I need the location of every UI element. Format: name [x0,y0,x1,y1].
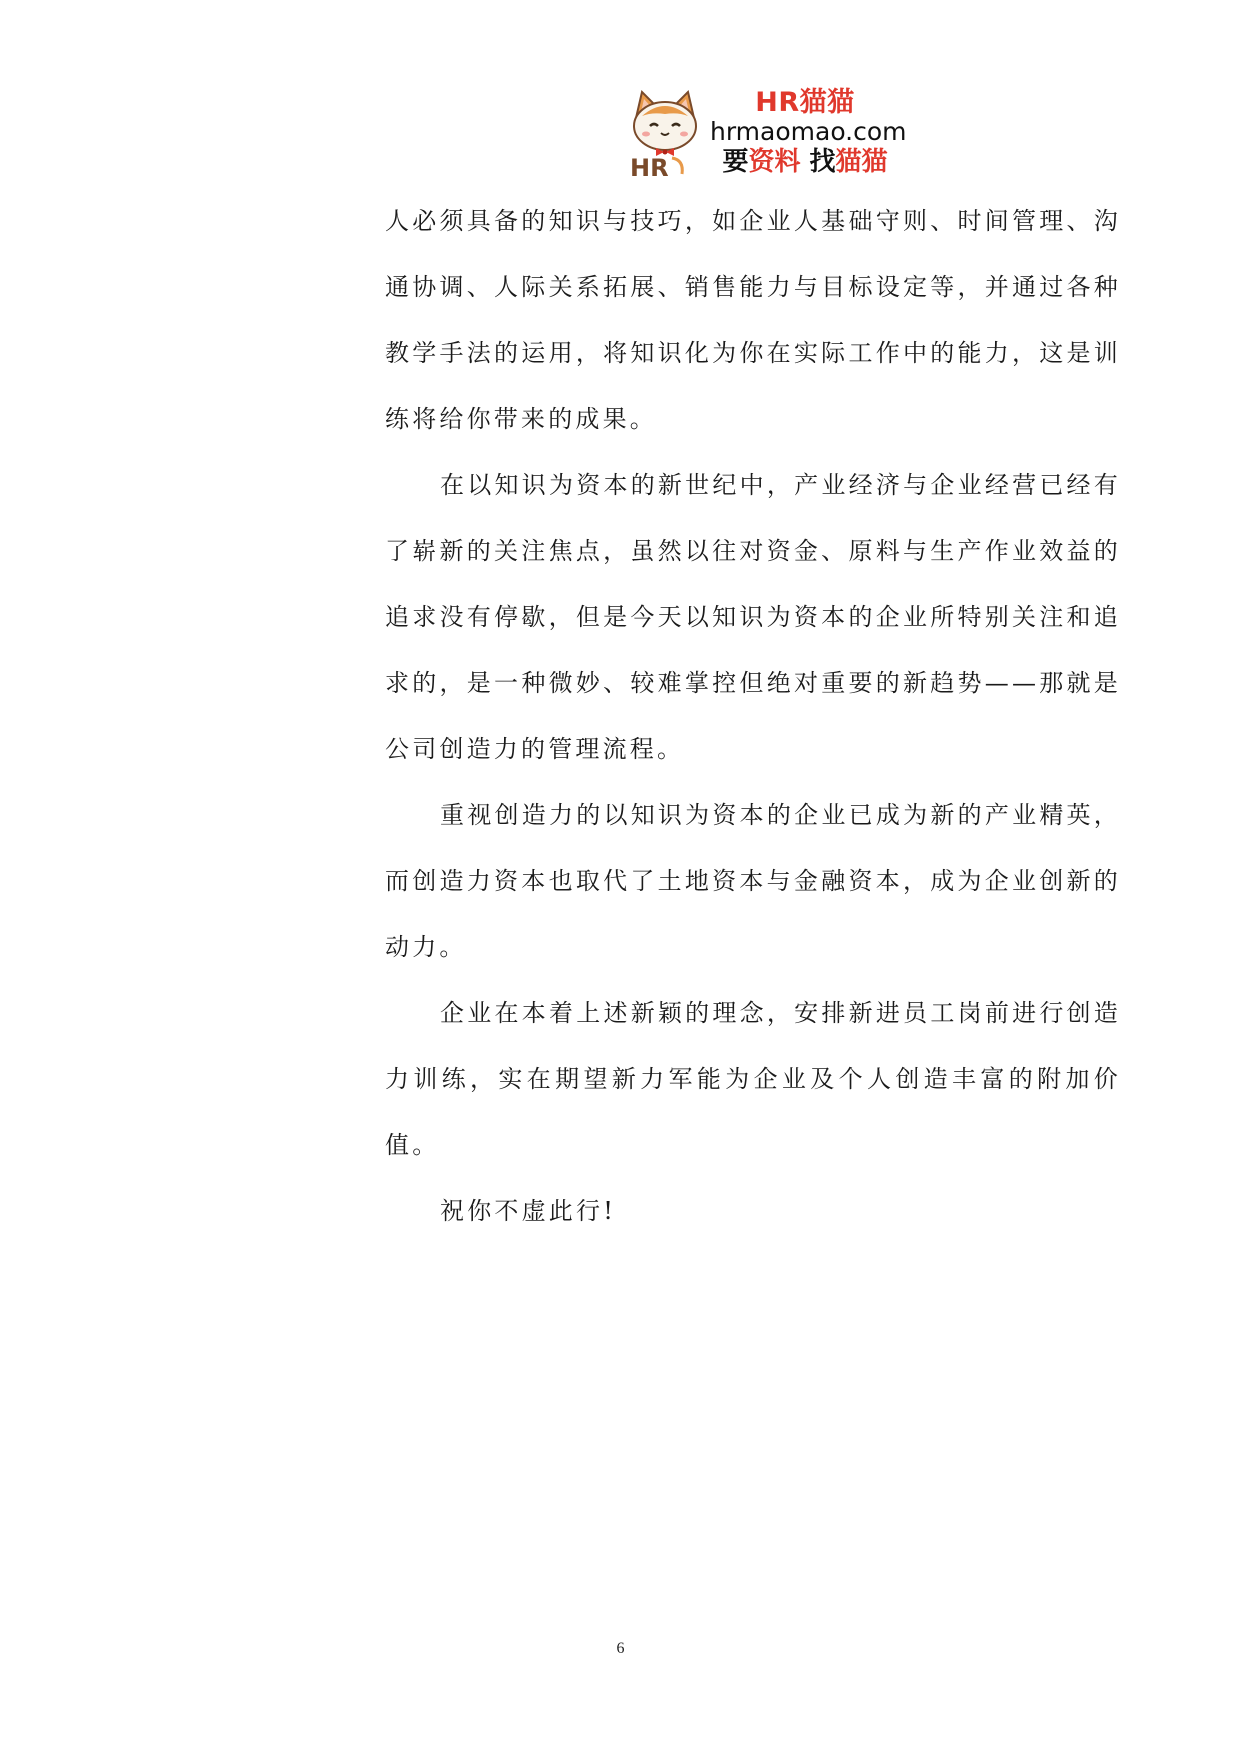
logo-brand-name: HR猫猫 [755,87,855,118]
page-number: 6 [616,1640,625,1657]
cat-mascot-icon [628,88,702,180]
header-logo [628,87,907,180]
paragraph: 在以知识为资本的新世纪中，产业经济与企业经营已经有了崭新的关注焦点，虽然以往对资金、原料与生产作业效益的追求没有停歇，但是今天以知识为资本的企业所特别关注和追求的，是一种微妙、较难掌控但绝对重要的新趋势——那就是公司创造力的管理流程。 [385,471,1121,763]
hr-mark-text: HR [630,154,669,180]
logo-text-block [710,87,907,178]
slogan-part-2: 资料 [748,147,801,177]
logo-slogan [710,146,900,178]
paragraph: 人必须具备的知识与技巧，如企业人基础守则、时间管理、沟通协调、人际关系拓展、销售能力与目标设定等，并通过各种教学手法的运用，将知识化为你在实际工作中的能力，这是训练将给你带来的成果。 [385,207,1121,433]
slogan-part-3: 找 [800,147,836,177]
slogan-part-4: 猫猫 [835,147,888,177]
paragraph: 企业在本着上述新颖的理念，安排新进员工岗前进行创造力训练，实在期望新力军能为企业及个人创造丰富的附加价值。 [385,999,1121,1159]
logo-domain: hrmaomao.com [710,117,907,146]
document-body [385,188,1121,1244]
slogan-part-1: 要 [722,147,749,177]
paragraph: 祝你不虚此行! [440,1197,617,1225]
paragraph: 重视创造力的以知识为资本的企业已成为新的产业精英，而创造力资本也取代了土地资本与金融资本，成为企业创新的动力。 [385,801,1121,961]
